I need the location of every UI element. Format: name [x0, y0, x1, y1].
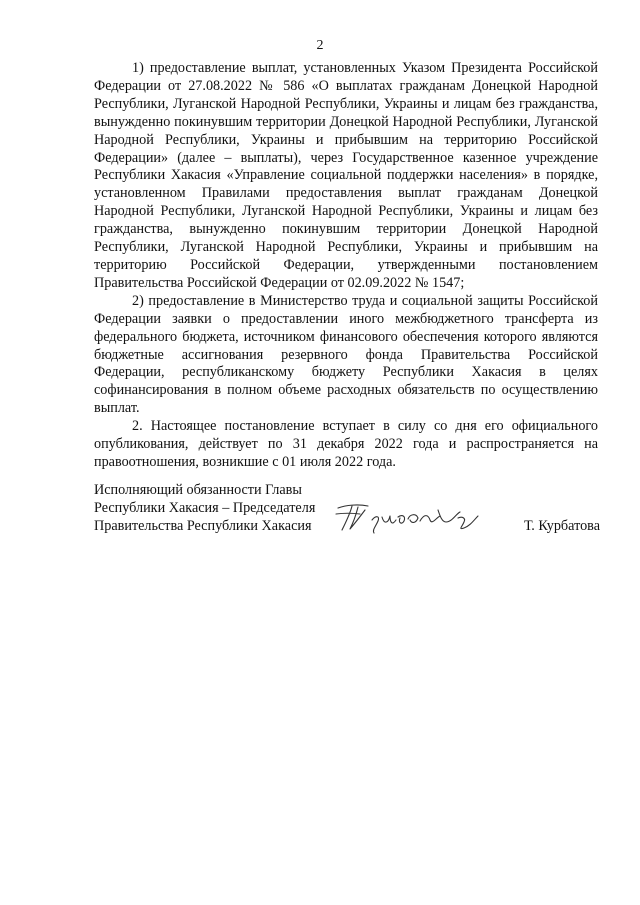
signer-name: Т. Курбатова [524, 518, 600, 534]
signer-title-line: Республики Хакасия – Председателя [94, 499, 316, 516]
signer-title [94, 482, 344, 536]
document-body [94, 60, 598, 472]
paragraph-ministry-request: 2) предоставление в Министерство труда и социальной защиты Российской Федерации заявки о предоставлении иного межбюджетного трансферта из федерального бюджета, источником финансового обеспечения которого являются бюджетные ассигнования резервного фонда Правительства Российской Федерации, республиканскому бюджету Республики Хакасия в целях софинансирования в полном объеме расходных обязательств по осуществлению выплат. [94, 292, 598, 417]
signature-block [94, 482, 600, 542]
paragraph-effective-date: 2. Настоящее постановление вступает в силу со дня его официального опубликования, действует по 31 декабря 2022 года и распространяется на правоотношения, возникшие с 01 июля 2022 года. [94, 418, 598, 470]
handwritten-signature [332, 500, 482, 534]
page-number: 2 [316, 38, 324, 53]
signer-title-line: Исполняющий обязанности Главы [94, 482, 302, 498]
paragraph-payments: 1) предоставление выплат, установленных Указом Президента Российской Федерации от 27.08.2022 № 586 «О выплатах гражданам Донецкой Народной Республики, Луганской Народной Республики, Украины и лицам без гражданства, вынужденно покинувшим территории Донецкой Народной Республики, Луганской Народной Республики, Украины и прибывшим на территорию Российской Федерации» (далее – выплаты), через Государственное казенное учреждение Республики Хакасия «Управление социальной поддержки населения» в порядке, установленном Правилами предоставления выплат гражданам Донецкой Народной Республики, Луганской Народной Республики, Украины и лицам без гражданства, вынужденно покинувшим территории Донецкой Народной Республики, Луганской Народной Республики, Украины и прибывшим на территорию Российской Федерации, утвержденными постановлением Правительства Российской Федерации от 02.09.2022 № 1547; [94, 60, 598, 291]
signer-title-line: Правительства Республики Хакасия [94, 517, 312, 534]
